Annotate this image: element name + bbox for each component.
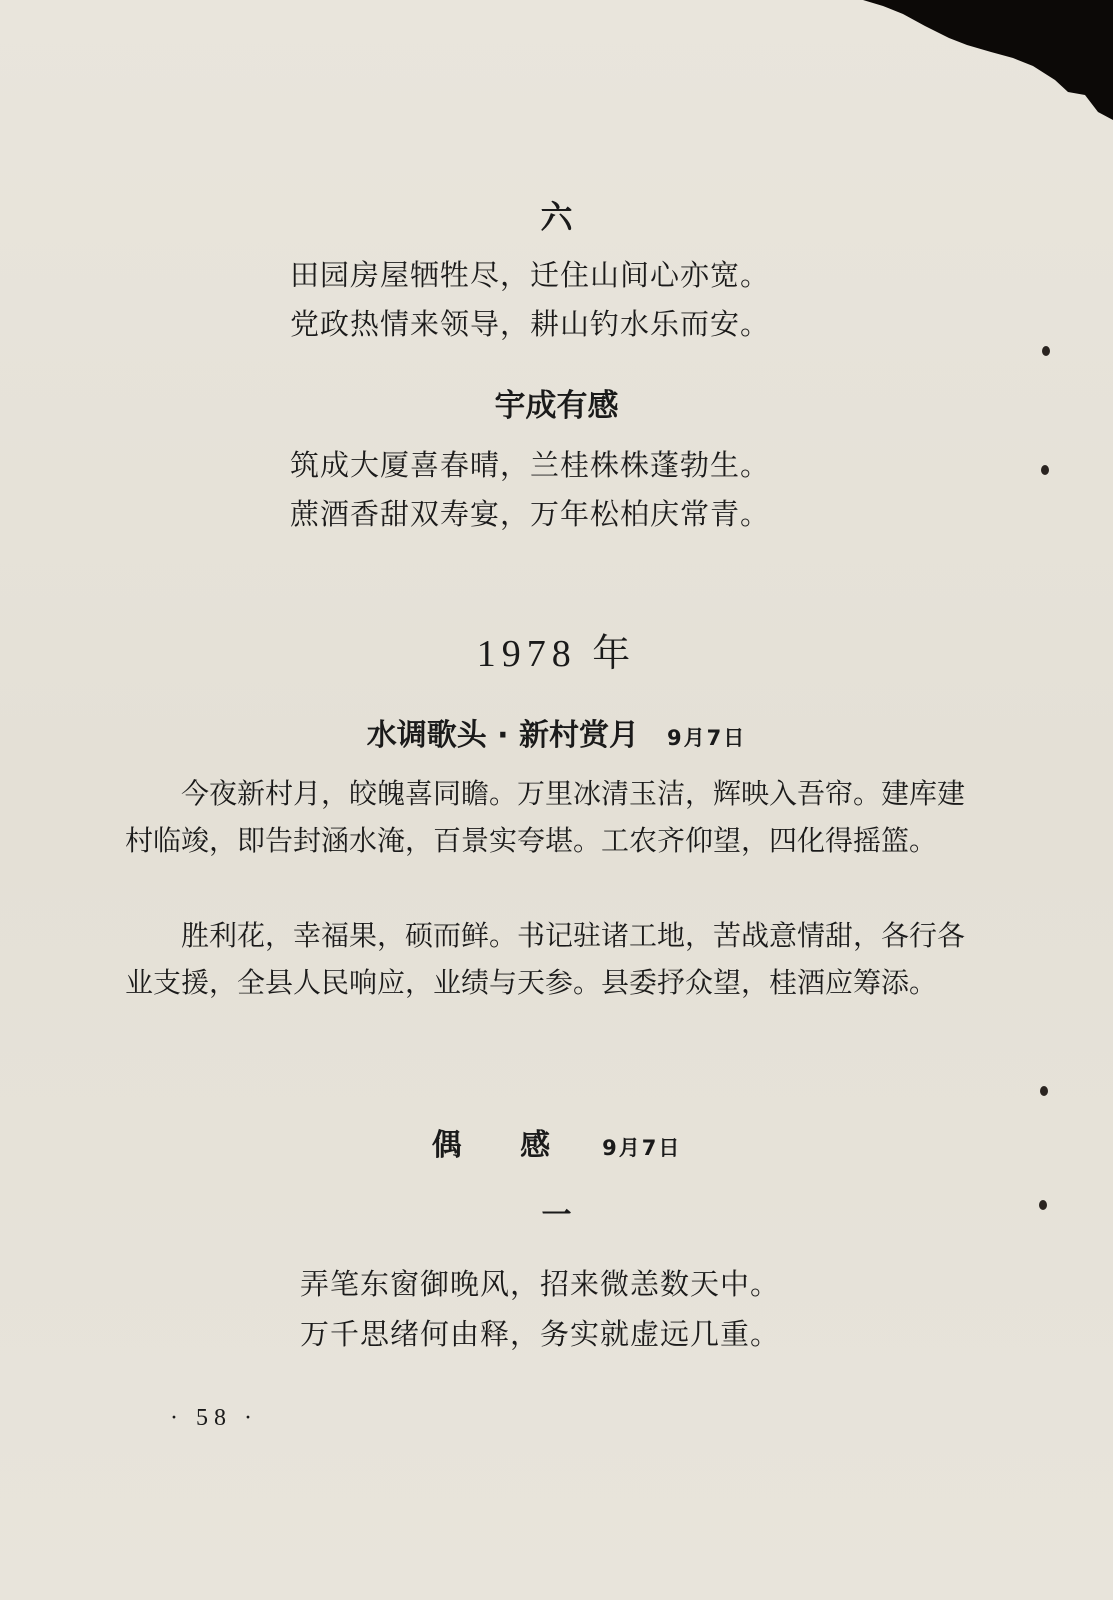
poem-line: 弄笔东窗御晚风，招来微恙数天中。 <box>300 1267 781 1301</box>
poem-paragraph: 胜利花，幸福果，硕而鲜。书记驻诸工地，苦战意情甜，各行各业支援，全县人民响应，业绩与天参。县委抒众望，桂酒应筹添。 <box>125 919 966 999</box>
poem-line: 田园房屋牺牲尽，迁住山间心亦宽。 <box>290 258 771 292</box>
poem-title: 水调歌头 · 新村赏月 <box>366 718 640 753</box>
punch-hole <box>1041 465 1049 475</box>
poem-date: 9月7日 <box>667 726 747 750</box>
poem-title-row <box>0 710 1113 754</box>
poem-title: 偶 感 <box>431 1128 575 1163</box>
punch-hole <box>1042 346 1050 356</box>
poem-line: 万千思绪何由释，务实就虚远几重。 <box>300 1317 781 1351</box>
poem-paragraph: 今夜新村月，皎魄喜同瞻。万里冰清玉洁，辉映入吾帘。建库建村临竣，即告封涵水淹，百景实夸堪。工农齐仰望，四化得摇篮。 <box>125 777 966 857</box>
poem-line: 党政热情来领导，耕山钓水乐而安。 <box>290 307 771 341</box>
poem-title: 宇成有感 <box>494 388 619 424</box>
torn-corner <box>863 0 1113 120</box>
poem-title-row <box>0 1120 1113 1164</box>
page-number: · 58 · <box>170 1405 258 1431</box>
section-numeral-six: 六 <box>540 198 573 236</box>
section-numeral-one: 一 <box>541 1198 572 1233</box>
poem-line: 筑成大厦喜春晴，兰桂株株蓬勃生。 <box>290 448 771 482</box>
poem-date: 9月7日 <box>602 1136 682 1160</box>
poem-line: 蔗酒香甜双寿宴，万年松柏庆常青。 <box>290 497 771 531</box>
punch-hole <box>1040 1086 1048 1096</box>
year-heading: 1978 年 <box>476 633 637 675</box>
